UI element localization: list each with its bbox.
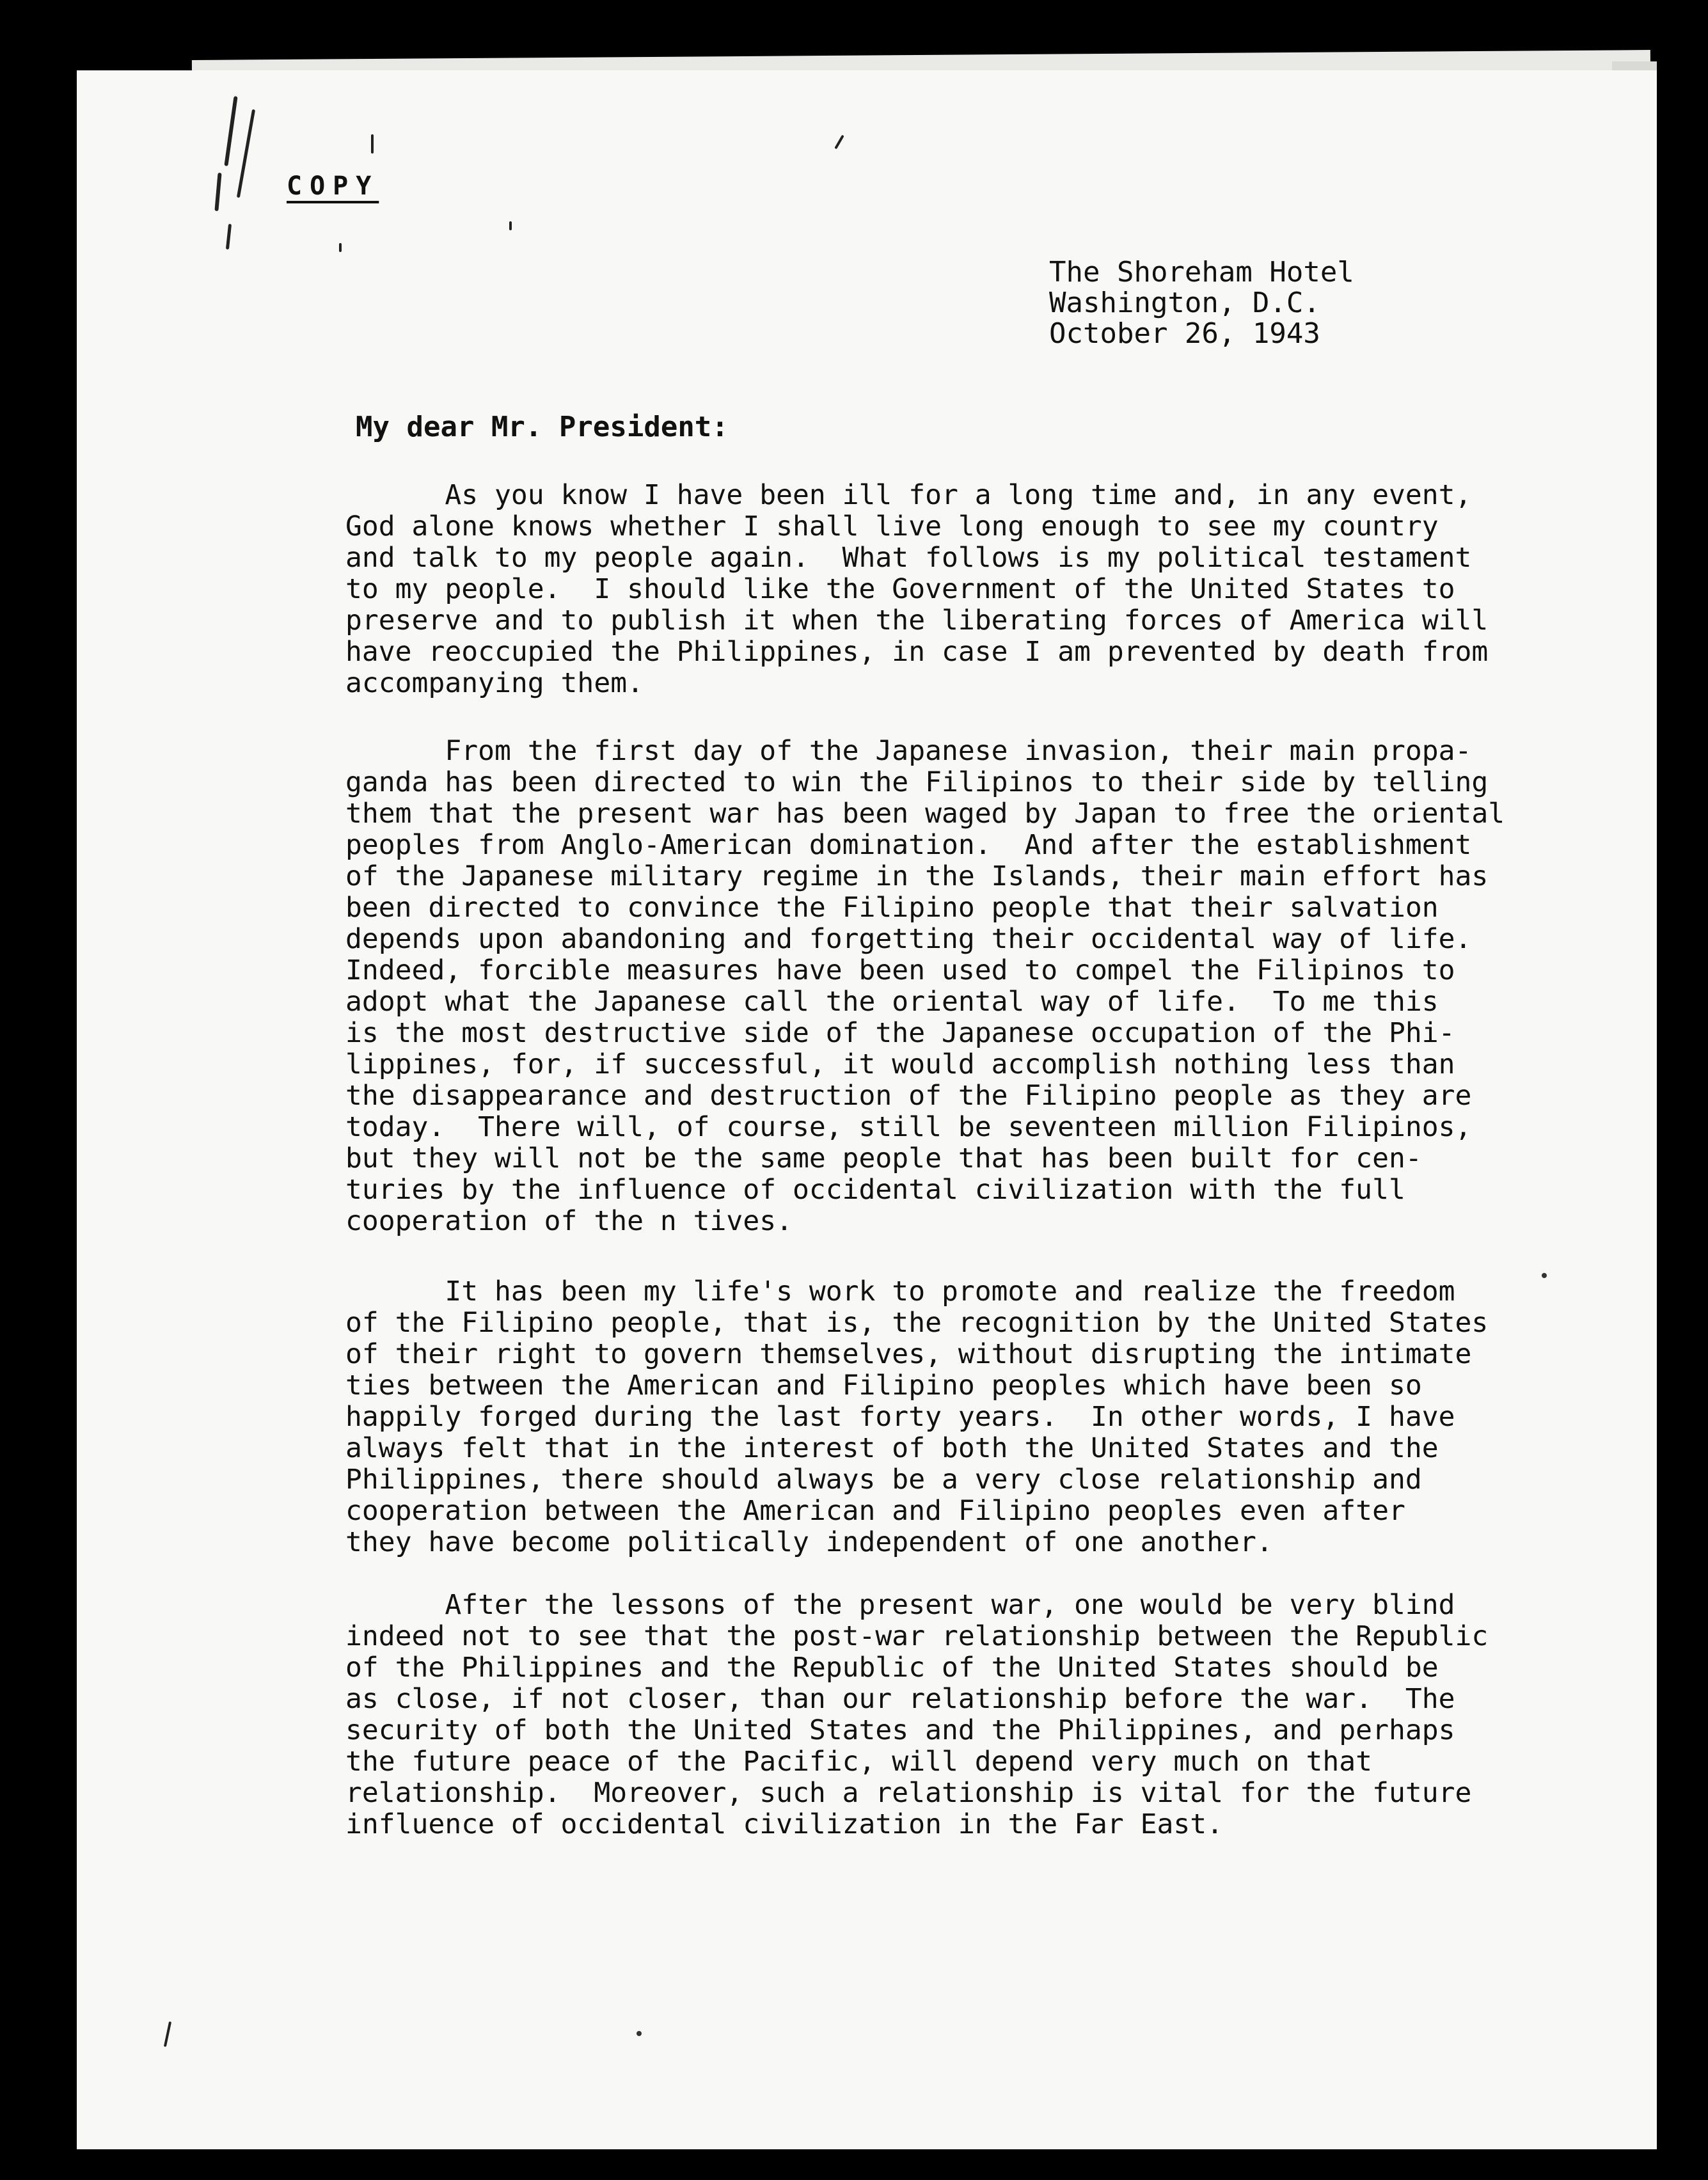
text-line: indeed not to see that the post-war relationship between the Republic (345, 1620, 1489, 1652)
text-line: today. There will, of course, still be seventeen million Filipinos, (345, 1111, 1472, 1143)
text-line: of the Japanese military regime in the Islands, their main effort has (345, 860, 1489, 892)
text-line: influence of occidental civilization in the Far East. (345, 1808, 1224, 1840)
text-line: security of both the United States and the Philippines, and perhaps (345, 1714, 1455, 1746)
text-line: Indeed, forcible measures have been used to compel the Filipinos to (345, 954, 1455, 986)
paragraph-1 (345, 480, 1542, 699)
text-line: accompanying them. (345, 667, 644, 699)
text-line: God alone knows whether I shall live long enough to see my country (345, 510, 1439, 542)
pencil-mark (224, 96, 237, 166)
text-line: After the lessons of the present war, one would be very blind (345, 1589, 1455, 1621)
paragraph-4 (345, 1590, 1542, 1840)
text-line: the disappearance and destruction of the Filipino people as they are (345, 1080, 1472, 1112)
speck (637, 2031, 642, 2036)
text-line: of the Filipino people, that is, the recognition by the United States (345, 1307, 1489, 1339)
letterhead-address (1049, 257, 1354, 349)
text-line: always felt that in the interest of both the United States and the (345, 1432, 1439, 1464)
text-line: peoples from Anglo-American domination. And after the establishment (345, 829, 1472, 861)
text-line: is the most destructive side of the Japanese occupation of the Phi- (345, 1017, 1455, 1049)
pencil-mark (226, 224, 232, 249)
letter-date: October 26, 1943 (1049, 317, 1320, 350)
text-line: preserve and to publish it when the liberating forces of America will (345, 604, 1489, 636)
text-line: turies by the influence of occidental civilization with the full (345, 1174, 1405, 1206)
text-line: been directed to convince the Filipino people that their salvation (345, 892, 1439, 924)
pencil-mark (164, 2021, 171, 2047)
text-line: relationship. Moreover, such a relationship is vital for the future (345, 1777, 1472, 1809)
text-line: happily forged during the last forty years. In other words, I have (345, 1401, 1455, 1433)
pencil-mark (214, 173, 221, 211)
text-line: cooperation between the American and Filipino peoples even after (345, 1495, 1405, 1527)
paragraph-3 (345, 1276, 1542, 1558)
text-line: them that the present war has been waged by Japan to free the oriental (345, 798, 1505, 830)
text-line: and talk to my people again. What follows is my political testament (345, 542, 1472, 574)
pencil-mark (371, 134, 374, 154)
text-line: but they will not be the same people that has been built for cen- (345, 1142, 1422, 1174)
pencil-mark (237, 109, 255, 198)
text-line: the future peace of the Pacific, will depend very much on that (345, 1746, 1373, 1778)
text-line: ties between the American and Filipino peoples which have been so (345, 1370, 1422, 1402)
text-line: It has been my life's work to promote and realize the freedom (345, 1276, 1455, 1307)
text-line: Philippines, there should always be a very close relationship and (345, 1464, 1422, 1496)
pencil-mark (339, 243, 342, 252)
text-line: have reoccupied the Philippines, in case I am prevented by death from (345, 636, 1489, 668)
paragraph-2 (345, 736, 1542, 1237)
text-line: cooperation of the n tives. (345, 1205, 793, 1237)
text-line: of the Philippines and the Republic of the United States should be (345, 1652, 1439, 1684)
address-hotel: The Shoreham Hotel (1049, 256, 1354, 288)
text-line: lippines, for, if successful, it would accomplish nothing less than (345, 1048, 1455, 1080)
copy-stamp: COPY (287, 171, 379, 201)
text-line: they have become politically independent of one another. (345, 1526, 1273, 1558)
text-line: adopt what the Japanese call the oriental way of life. To me this (345, 986, 1439, 1018)
text-line: As you know I have been ill for a long time and, in any event, (345, 479, 1472, 511)
text-line: to my people. I should like the Government of the United States to (345, 573, 1455, 605)
pencil-mark (834, 135, 844, 150)
pencil-mark (509, 221, 512, 230)
speck (1542, 1273, 1547, 1278)
salutation: My dear Mr. President: (356, 411, 729, 443)
address-city: Washington, D.C. (1049, 287, 1320, 319)
text-line: ganda has been directed to win the Filipinos to their side by telling (345, 766, 1489, 798)
text-line: From the first day of the Japanese invasion, their main propa- (345, 735, 1472, 767)
text-line: depends upon abandoning and forgetting their occidental way of life. (345, 923, 1472, 955)
text-line: as close, if not closer, than our relationship before the war. The (345, 1683, 1455, 1715)
text-line: of their right to govern themselves, without disrupting the intimate (345, 1338, 1472, 1370)
